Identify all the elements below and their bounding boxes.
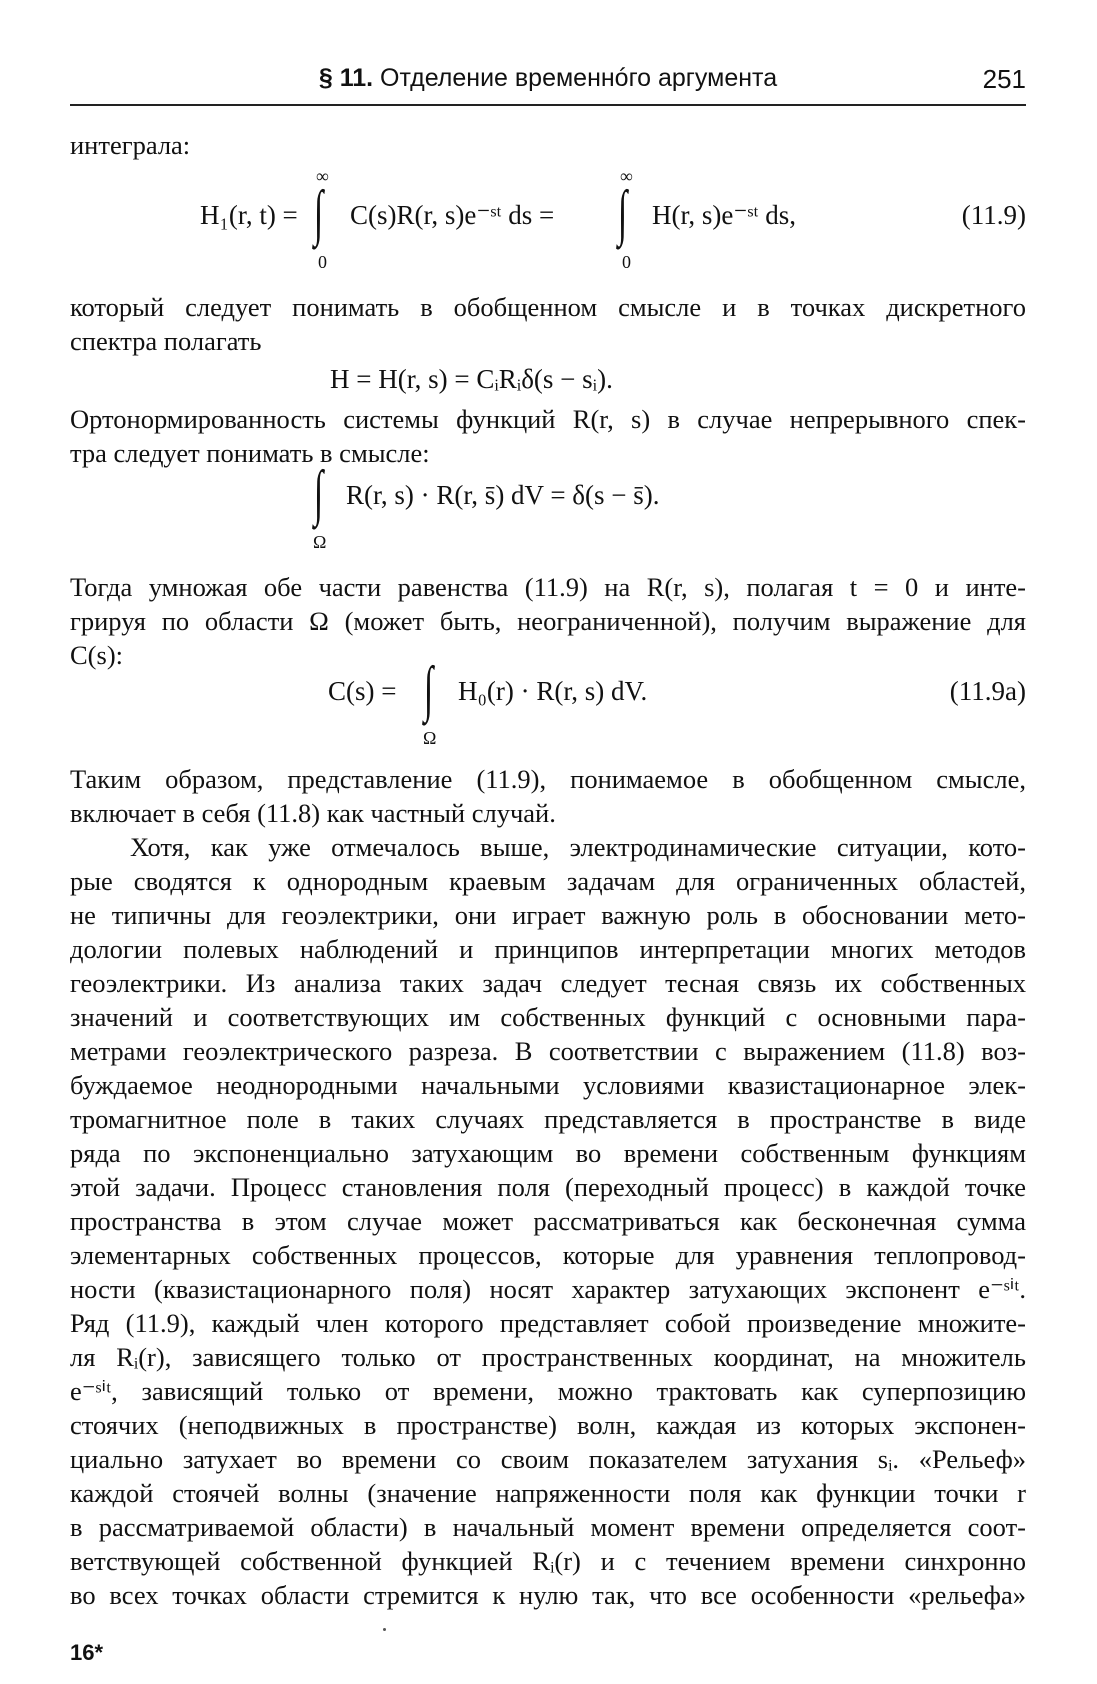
text-line: пространства в этом случае может рассматриваться как бесконечная сумма: [70, 1206, 1026, 1236]
eq-11-9a-body: H₀(r) · R(r, s) dV.: [458, 676, 648, 706]
text-line: который следует понимать в обобщенном смысле и в точках дискретного: [70, 292, 1026, 322]
text-line: каждой стоячей волны (значение напряженности поля как функции точки r: [70, 1478, 1026, 1508]
text-line: рые сводятся к однородным краевым задачам для ограниченных областей,: [70, 866, 1026, 896]
text-line: буждаемое неоднородными начальными условиями квазистационарное элек-: [70, 1070, 1026, 1100]
text-line: дологии полевых наблюдений и принципов интерпретации многих методов: [70, 934, 1026, 964]
integral-sign-1: ∫: [313, 179, 324, 247]
section-number: § 11.: [318, 64, 374, 92]
integral-sign-4: ∫: [423, 655, 434, 723]
paragraph-2: [70, 290, 1026, 358]
signature-mark: 16*: [70, 1640, 104, 1665]
text-line: ряда по экспоненциально затухающим во времени собственным функциям: [70, 1138, 1026, 1168]
eq-11-9-integrand-1: C(s)R(r, s)e⁻ˢᵗ ds =: [350, 200, 555, 230]
text-line: Таким образом, представление (11.9), понимаемое в обобщенном смысле,: [70, 764, 1026, 794]
text-line: грируя по области Ω (может быть, неограниченной), получим выражение для: [70, 606, 1026, 636]
text-line: Ряд (11.9), каждый член которого представляет собой произведение множите-: [70, 1308, 1026, 1338]
text-line: ности (квазистационарного поля) носят характер затухающих экспонент e⁻ˢⁱᵗ.: [70, 1274, 1026, 1304]
paragraph-6: [70, 830, 1026, 1612]
paragraph-4: [70, 570, 1026, 672]
text-line: во всех точках области стремится к нулю так, что все особенности «рельефа»: [70, 1580, 1026, 1610]
header-title: [70, 64, 1026, 93]
page-number: 251: [982, 64, 1026, 94]
eq-11-9-lower-limit-2: 0: [622, 252, 631, 272]
eq-11-9-lhs: H₁(r, t) =: [200, 200, 298, 230]
eq-11-9-lower-limit-1: 0: [318, 252, 327, 272]
text-line: спектра полагать: [70, 326, 262, 356]
equation-number-11-9: (11.9): [961, 200, 1026, 230]
paragraph-intro: интеграла:: [70, 130, 191, 160]
text-line: ля Rᵢ(r), зависящего только от пространственных координат, на множитель: [70, 1342, 1026, 1372]
text-line: не типичны для геоэлектрики, они играет важную роль в обосновании мето-: [70, 900, 1026, 930]
text-line: Тогда умножая обе части равенства (11.9) на R(r, s), полагая t = 0 и инте-: [70, 572, 1026, 602]
text-line: e⁻ˢⁱᵗ, зависящий только от времени, можно трактовать как суперпозицию: [70, 1376, 1026, 1406]
eq-11-9a-lower-limit: Ω: [423, 728, 437, 748]
running-header: [70, 60, 1026, 106]
equation-number-11-9a: (11.9a): [949, 676, 1026, 706]
integral-sign-3: ∫: [313, 459, 324, 527]
eq-ortho-body: R(r, s) · R(r, s̄) dV = δ(s − s̄).: [346, 480, 660, 510]
equation-H: H = H(r, s) = CᵢRᵢδ(s − sᵢ).: [330, 364, 613, 394]
text-line: тра следует понимать в смысле:: [70, 438, 430, 468]
eq-11-9-upper-limit-1: ∞: [316, 166, 329, 186]
text-line: геоэлектрики. Из анализа таких задач следует тесная связь их собственных: [70, 968, 1026, 998]
text-line: Хотя, как уже отмечалось выше, электродинамические ситуации, кото-: [130, 832, 1026, 862]
text-line: элементарных собственных процессов, которые для уравнения теплопровод-: [70, 1240, 1026, 1270]
eq-ortho-lower-limit: Ω: [313, 532, 327, 552]
text-line: стоячих (неподвижных в пространстве) волн, каждая из которых экспонен-: [70, 1410, 1026, 1440]
stray-dot: [383, 1628, 386, 1631]
section-title: Отделение временнóго аргумента: [380, 64, 778, 92]
text-line: тромагнитное поле в таких случаях представляется в пространстве в виде: [70, 1104, 1026, 1134]
text-line: метрами геоэлектрического разреза. В соответствии с выражением (11.8) воз-: [70, 1036, 1026, 1066]
text-line: C(s):: [70, 640, 123, 670]
text-line: Ортонормированность системы функций R(r, s) в случае непрерывного спек-: [70, 404, 1026, 434]
text-line: этой задачи. Процесс становления поля (переходный процесс) в каждой точке: [70, 1172, 1026, 1202]
integral-sign-2: ∫: [617, 179, 628, 247]
text-line: в рассматриваемой области) в начальный момент времени определяется соот-: [70, 1512, 1026, 1542]
paragraph-3: [70, 402, 1026, 470]
text-line: включает в себя (11.8) как частный случай.: [70, 798, 556, 828]
text-line: циально затухает во времени со своим показателем затухания sᵢ. «Рельеф»: [70, 1444, 1026, 1474]
text-line: ветствующей собственной функцией Rᵢ(r) и с течением времени синхронно: [70, 1546, 1026, 1576]
text-line: значений и соответствующих им собственных функций с основными пара-: [70, 1002, 1026, 1032]
eq-11-9-upper-limit-2: ∞: [620, 166, 633, 186]
eq-11-9a-lhs: C(s) =: [328, 676, 397, 706]
eq-11-9-integrand-2: H(r, s)e⁻ˢᵗ ds,: [652, 200, 797, 230]
paragraph-5: [70, 762, 1026, 830]
